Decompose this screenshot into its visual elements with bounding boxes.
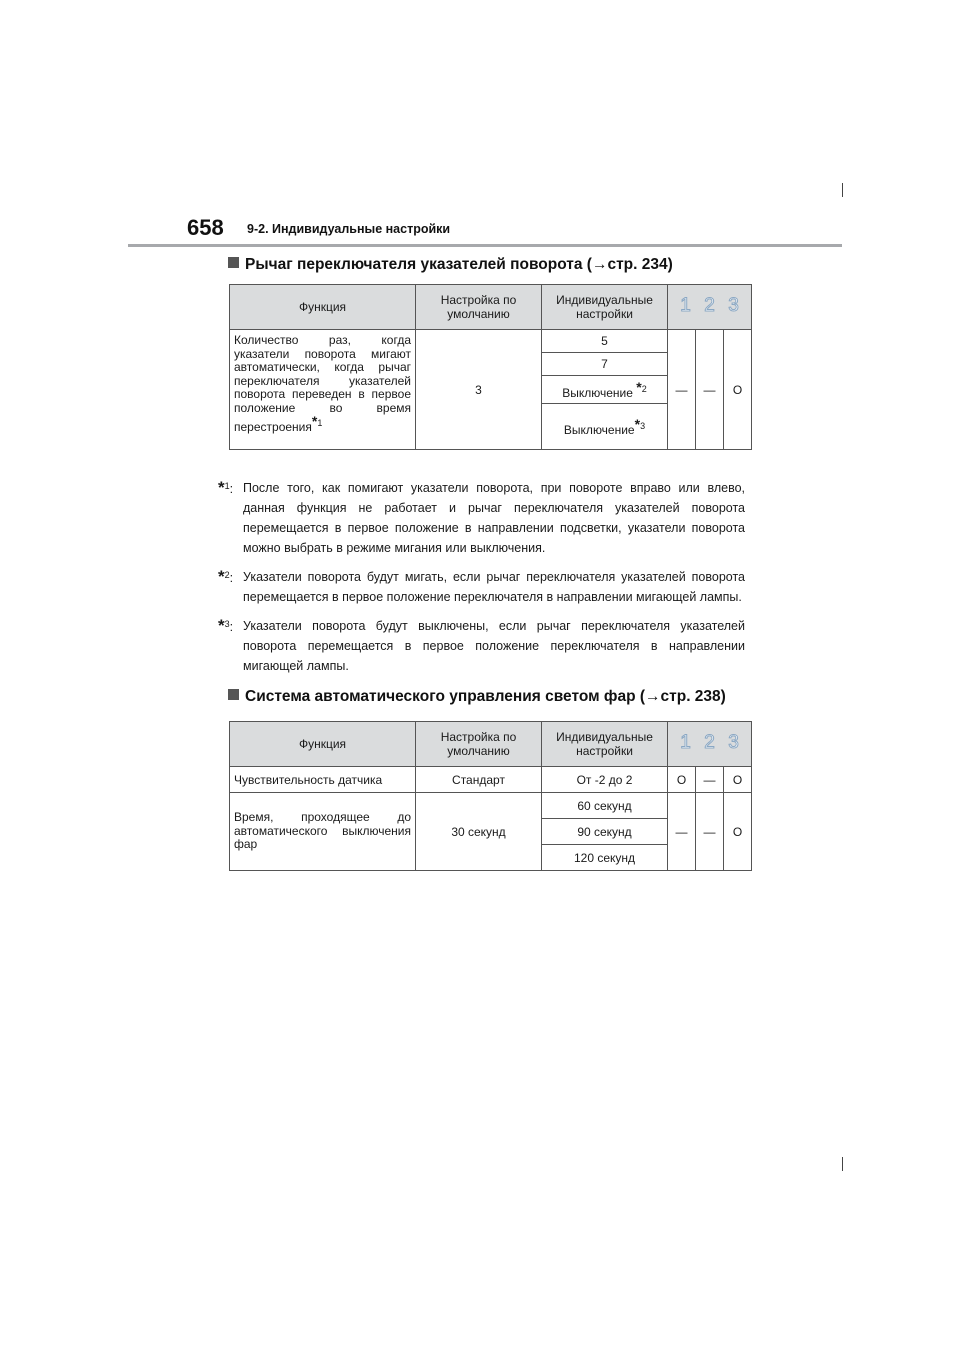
feature-3-cell: O (724, 330, 752, 450)
turn-signal-settings-table (229, 284, 752, 450)
square-bullet-icon (228, 689, 239, 700)
auto-headlight-settings-table (229, 721, 752, 871)
column-header-default: Настройка по умолчанию (416, 722, 542, 767)
option-cell: Выключение $^{*2}$ (542, 376, 668, 404)
footnotes (218, 478, 745, 685)
number-2-icon: 2 (704, 731, 715, 753)
page-number: 658 (187, 215, 224, 240)
section-heading-turn-signal: Рычаг переключателя указателей поворота (→стр. 234) (228, 256, 673, 274)
table-row (230, 767, 752, 793)
number-1-icon: 1 (680, 294, 691, 316)
footnote-1: $*_1$: После того, как помигают указатели поворота, при повороте вправо или влево, данная функция не работает и рычаг переключателя указателей поворота перемещается в первое положение в направлении подсветки, указатели поворота можно выбрать в режиме мигания или выключения. (218, 478, 745, 555)
section-heading-auto-headlights: Система автоматического управления светом фар (→стр. 238) (228, 688, 726, 706)
column-header-default: Настройка по умолчанию (416, 285, 542, 330)
default-value-cell: Стандарт (416, 767, 542, 793)
footnote-2: $*_2$: Указатели поворота будут мигать, если рычаг переключателя указателей поворота перемещается в первое положение переключателя в направлении мигающей лампы. (218, 567, 745, 604)
number-2-icon: 2 (704, 294, 715, 316)
function-cell: Чувствительность датчика (230, 767, 416, 793)
feature-3-cell: O (724, 767, 752, 793)
column-header-custom: Индивидуальные настройки (542, 722, 668, 767)
default-value-cell: 3 (416, 330, 542, 450)
feature-1-cell: — (668, 793, 696, 871)
option-cell: 7 (542, 353, 668, 376)
feature-2-cell: — (696, 793, 724, 871)
table-header-row (230, 722, 752, 767)
number-3-icon: 3 (728, 294, 739, 316)
feature-3-cell: O (724, 793, 752, 871)
default-value-cell: 30 секунд (416, 793, 542, 871)
option-cell: 60 секунд (542, 793, 668, 819)
feature-1-cell: — (668, 330, 696, 450)
option-cell: 120 секунд (542, 845, 668, 871)
number-3-icon: 3 (728, 731, 739, 753)
header-rule (128, 244, 842, 247)
number-1-icon: 1 (680, 731, 691, 753)
column-header-icons (668, 285, 752, 330)
table-header-row (230, 285, 752, 330)
option-cell: 5 (542, 330, 668, 353)
square-bullet-icon (228, 257, 239, 268)
footnote-3: $*_3$: Указатели поворота будут выключены, если рычаг переключателя указателей поворота перемещается в первое положение переключателя в направлении мигающей лампы. (218, 616, 745, 673)
option-cell: Выключение$^{*3}$ (542, 404, 668, 450)
crop-mark-top (842, 183, 843, 197)
table-row (230, 793, 752, 819)
feature-1-cell: O (668, 767, 696, 793)
crop-mark-bottom (842, 1157, 843, 1171)
feature-2-cell: — (696, 767, 724, 793)
option-cell: От -2 до 2 (542, 767, 668, 793)
function-cell: Время, проходящее до автоматического выключения фар (230, 793, 416, 871)
option-cell: 90 секунд (542, 819, 668, 845)
column-header-icons (668, 722, 752, 767)
section-title: 9-2. Индивидуальные настройки (247, 222, 451, 236)
column-header-function: Функция (230, 285, 416, 330)
column-header-custom: Индивидуальные настройки (542, 285, 668, 330)
table-row (230, 330, 752, 353)
function-cell: Количество раз, когда указатели поворота мигают автоматически, когда рычаг переключателя указателей поворота переведен в первое положение во время перестроения$^{*1}$ (230, 330, 416, 450)
column-header-function: Функция (230, 722, 416, 767)
feature-2-cell: — (696, 330, 724, 450)
